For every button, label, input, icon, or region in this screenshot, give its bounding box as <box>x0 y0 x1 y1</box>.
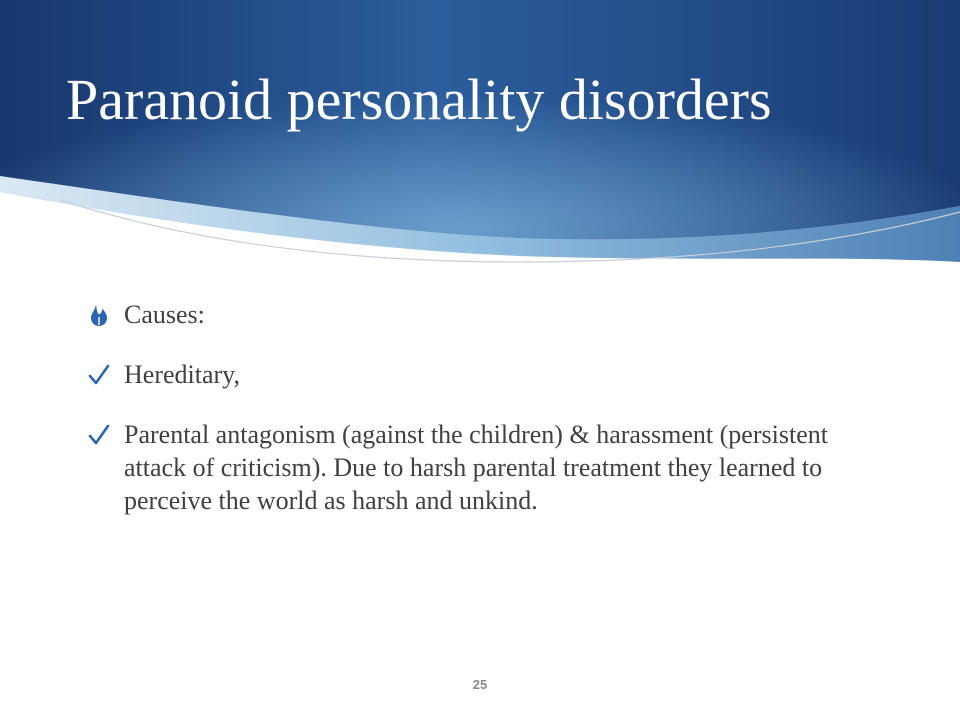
bullet-heading <box>88 298 868 331</box>
list-item <box>88 358 868 391</box>
page-number: 25 <box>472 677 488 692</box>
checkmark-icon <box>88 423 110 447</box>
fleuron-bullet-icon <box>88 303 110 327</box>
bullet-heading-text: Causes: <box>124 300 205 329</box>
slide-title: Paranoid personality disorders <box>66 67 772 132</box>
list-item-text: Hereditary, <box>124 360 240 389</box>
bullet-list <box>88 298 868 517</box>
list-item <box>88 418 868 517</box>
checkmark-icon <box>88 363 110 387</box>
list-item-text: Parental antagonism (against the children) & harassment (persistent attack of criticism). Due to harsh parental treatment they learned to perceive the world as harsh and unkind. <box>124 420 828 515</box>
